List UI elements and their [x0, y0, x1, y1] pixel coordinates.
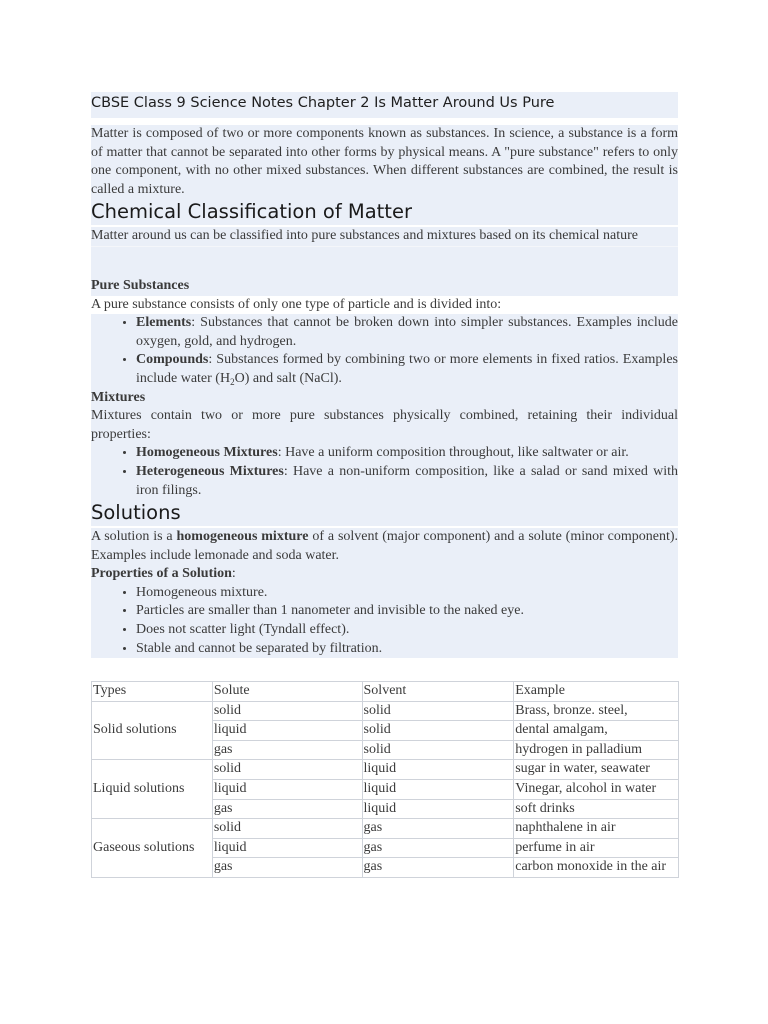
- homogeneous-description: : Have a uniform composition throughout, like saltwater or air.: [277, 445, 629, 461]
- table-cell: dental amalgam,: [514, 721, 679, 741]
- table-cell: gas: [362, 838, 514, 858]
- table-cell: solid: [212, 760, 362, 780]
- classification-paragraph: Matter around us can be classified into pure substances and mixtures based on its chemical nature: [91, 227, 678, 246]
- properties-colon: :: [231, 566, 236, 582]
- spacer: [91, 118, 678, 125]
- table-cell: Brass, bronze. steel,: [514, 701, 679, 721]
- table-cell: solid: [362, 701, 514, 721]
- solution-types-table: [91, 681, 679, 878]
- table-cell: sugar in water, seawater: [514, 760, 679, 780]
- table-cell: gas: [212, 740, 362, 760]
- page-title: CBSE Class 9 Science Notes Chapter 2 Is Matter Around Us Pure: [91, 92, 678, 118]
- solutions-bold-term: homogeneous mixture: [176, 529, 309, 545]
- list-item: • Stable and cannot be separated by filtration.: [136, 640, 678, 659]
- list-item-heterogeneous: [136, 463, 678, 500]
- list-item: • Homogeneous mixture.: [136, 584, 678, 603]
- pure-substances-heading: Pure Substances: [91, 277, 678, 296]
- mixtures-heading: Mixtures: [91, 389, 678, 408]
- table-cell: gas: [212, 858, 362, 878]
- table-cell: liquid: [362, 760, 514, 780]
- list-item-elements: [136, 314, 678, 351]
- solutions-text-start: A solution is a: [91, 529, 177, 545]
- table-cell: gas: [362, 819, 514, 839]
- heterogeneous-description: : Have a non-uniform composition, like a salad or sand mixed with iron filings.: [136, 463, 678, 498]
- properties-heading: Properties of a Solution: [91, 566, 232, 582]
- table-cell: liquid: [362, 779, 514, 799]
- table-cell: liquid: [212, 721, 362, 741]
- table-cell: gas: [212, 799, 362, 819]
- blank-line: [91, 246, 678, 277]
- term-compounds: Compounds: [136, 352, 209, 368]
- table-cell: liquid: [212, 838, 362, 858]
- type-cell-solid: Solid solutions: [92, 701, 213, 760]
- table-cell: solid: [212, 701, 362, 721]
- table-cell: hydrogen in palladium: [514, 740, 679, 760]
- table-row: [92, 760, 679, 780]
- table-header-cell: Types: [92, 682, 213, 702]
- pure-substances-intro: A pure substance consists of only one type of particle and is divided into:: [91, 296, 502, 312]
- classification-heading: Chemical Classification of Matter: [91, 199, 678, 225]
- properties-list: [91, 584, 678, 658]
- table-cell: perfume in air: [514, 838, 679, 858]
- table-cell: solid: [212, 819, 362, 839]
- solutions-heading: Solutions: [91, 500, 678, 526]
- subscript-2: 2: [230, 376, 235, 387]
- list-item: • Does not scatter light (Tyndall effect).: [136, 621, 678, 640]
- solutions-paragraph: [91, 528, 678, 565]
- list-item: • Particles are smaller than 1 nanometer and invisible to the naked eye.: [136, 602, 678, 621]
- elements-description: : Substances that cannot be broken down into simpler substances. Examples include oxygen, gold, and hydrogen.: [136, 315, 678, 349]
- term-heterogeneous: Heterogeneous Mixtures: [136, 463, 284, 479]
- term-elements: Elements: [136, 315, 192, 331]
- mixtures-list: [91, 444, 678, 500]
- document-body: [91, 92, 678, 658]
- table-row: [92, 701, 679, 721]
- table-header-cell: Example: [514, 682, 679, 702]
- intro-paragraph: Matter is composed of two or more components known as substances. In science, a substance is a form of matter that cannot be separated into other forms by physical means. A "pure substance" refers to only one component, with no other mixed substances. When different substances are combined, the result is called a mixture.: [91, 125, 678, 199]
- table-cell: solid: [362, 740, 514, 760]
- compounds-description-end: O) and salt (NaCl).: [234, 370, 342, 386]
- pure-substances-list: [91, 314, 678, 388]
- table-cell: liquid: [362, 799, 514, 819]
- table-cell: solid: [362, 721, 514, 741]
- table-cell: naphthalene in air: [514, 819, 679, 839]
- table-cell: gas: [362, 858, 514, 878]
- type-cell-liquid: Liquid solutions: [92, 760, 213, 819]
- table-header-row: [92, 682, 679, 702]
- table-cell: soft drinks: [514, 799, 679, 819]
- solutions-text-end: of a solvent (major component) and a solute (minor component). Examples include lemonade and soda water.: [91, 529, 678, 563]
- table-row: [92, 819, 679, 839]
- term-homogeneous: Homogeneous Mixtures: [136, 445, 278, 461]
- list-item-homogeneous: [136, 444, 678, 463]
- table-header-cell: Solute: [212, 682, 362, 702]
- properties-heading-line: [91, 565, 678, 584]
- table-cell: Vinegar, alcohol in water: [514, 779, 679, 799]
- type-cell-gaseous: Gaseous solutions: [92, 819, 213, 878]
- table-cell: liquid: [212, 779, 362, 799]
- mixtures-intro: Mixtures contain two or more pure substances physically combined, retaining their individual properties:: [91, 407, 678, 444]
- table-header-cell: Solvent: [362, 682, 514, 702]
- table-cell: carbon monoxide in the air: [514, 858, 679, 878]
- compounds-description: : Substances formed by combining two or more elements in fixed ratios. Examples include water (H: [136, 352, 678, 386]
- list-item-compounds: [136, 351, 678, 388]
